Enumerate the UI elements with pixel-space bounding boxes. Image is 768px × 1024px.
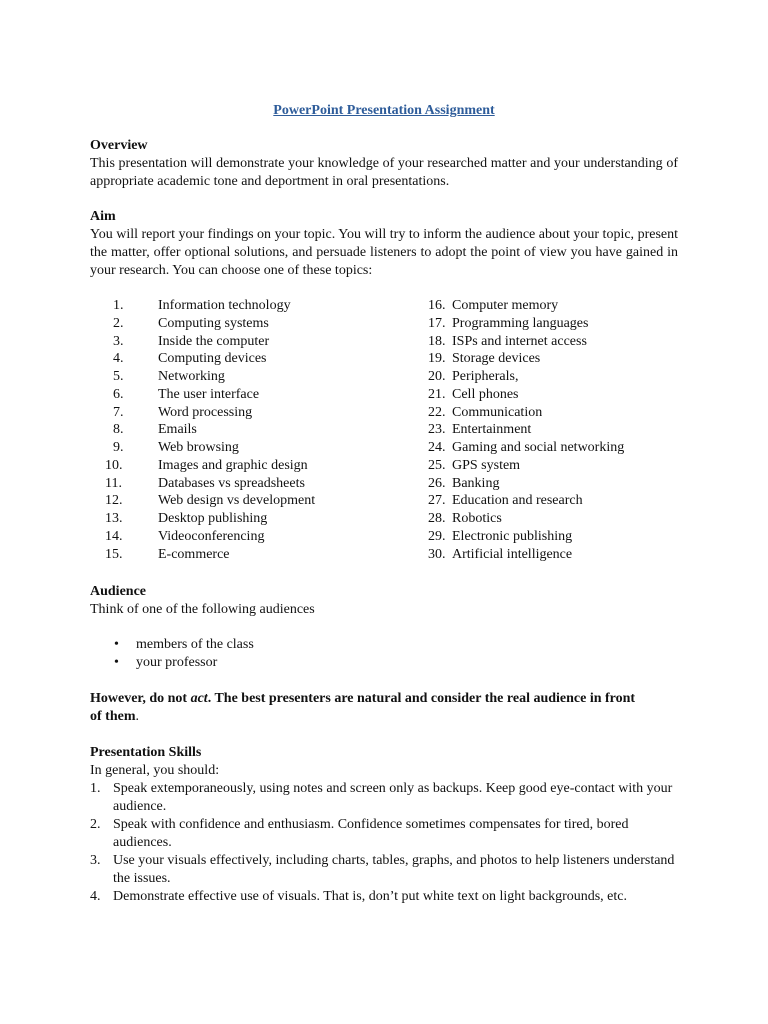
topic-number: 16. <box>428 298 446 313</box>
topic-label: Desktop publishing <box>158 511 268 526</box>
topic-number: 29. <box>428 528 446 544</box>
warning-text-start: However, do not <box>90 691 191 706</box>
topic-label: E-commerce <box>158 546 230 562</box>
topic-number: 4. <box>113 351 124 367</box>
topic-number: 13. <box>105 511 123 526</box>
topic-label: Storage devices <box>452 351 541 367</box>
skill-text: Demonstrate effective use of visuals. That is, don’t put white text on light backgrounds, etc. <box>113 889 628 904</box>
bullet-icon: • <box>114 655 119 670</box>
topic-number: 5. <box>113 369 124 384</box>
topic-label: Networking <box>158 369 225 384</box>
topic-number: 23. <box>428 422 446 438</box>
aim-section <box>90 208 678 280</box>
list-item <box>428 333 624 351</box>
topic-number: 1. <box>113 298 124 313</box>
topic-number: 6. <box>113 386 124 402</box>
topic-label: Banking <box>452 475 500 491</box>
topic-label: Gaming and social networking <box>452 440 625 455</box>
list-item <box>113 421 315 439</box>
list-item <box>90 816 680 852</box>
warning-note <box>90 690 650 726</box>
list-item <box>428 492 624 510</box>
topic-label: Images and graphic design <box>158 457 308 473</box>
list-item <box>105 492 316 510</box>
skill-text: Speak extemporaneously, using notes and screen only as backups. Keep good eye-contact with your audience. <box>113 781 673 814</box>
list-item <box>90 780 680 816</box>
topic-label: Emails <box>158 422 197 438</box>
list-item <box>428 457 624 475</box>
audience-section <box>90 583 678 619</box>
topic-number: 2. <box>113 315 124 331</box>
warning-emphasis: act <box>190 691 208 706</box>
topic-label: Peripherals, <box>452 369 519 384</box>
list-item <box>113 368 315 386</box>
topic-label: Computing systems <box>158 315 269 331</box>
list-item <box>113 439 315 457</box>
skills-list <box>90 780 680 906</box>
topic-number: 28. <box>428 511 446 526</box>
topic-number: 21. <box>428 386 446 402</box>
list-item <box>428 421 624 439</box>
topic-label: Programming languages <box>452 315 589 331</box>
topic-number: 3. <box>113 333 124 349</box>
list-item <box>428 439 624 457</box>
skills-intro: In general, you should: <box>90 763 220 778</box>
list-item <box>90 852 680 888</box>
topic-label: Web browsing <box>158 440 239 455</box>
bullet-icon: • <box>114 637 119 652</box>
list-item <box>90 888 680 906</box>
topics-right-column <box>428 297 624 563</box>
skill-number: 1. <box>90 781 101 796</box>
topic-number: 27. <box>428 493 446 509</box>
topic-label: Web design vs development <box>158 493 316 509</box>
list-item <box>90 636 254 654</box>
topic-number: 25. <box>428 457 446 473</box>
topic-number: 24. <box>428 440 446 455</box>
topic-number: 30. <box>428 546 446 562</box>
overview-text: This presentation will demonstrate your knowledge of your researched matter and your understanding of appropriate academic tone and deportment in oral presentations. <box>90 156 678 189</box>
topic-number: 8. <box>113 422 124 438</box>
topic-label: Information technology <box>158 298 291 313</box>
list-item <box>113 350 315 368</box>
list-item <box>113 297 315 315</box>
topic-number: 15. <box>105 546 123 562</box>
warning-text-rest: . The best presenters are natural and consider the real audience in front of them <box>90 691 636 724</box>
topic-label: Computer memory <box>452 298 559 313</box>
topic-number: 19. <box>428 351 446 367</box>
overview-heading: Overview <box>90 138 148 153</box>
list-item <box>113 404 315 422</box>
topic-number: 26. <box>428 475 446 491</box>
topic-label: Communication <box>452 404 543 420</box>
topic-label: Inside the computer <box>158 333 270 349</box>
skill-text: Speak with confidence and enthusiasm. Confidence sometimes compensates for tired, bored audiences. <box>113 817 629 850</box>
topic-number: 7. <box>113 404 124 420</box>
topic-number: 18. <box>428 333 446 349</box>
list-item <box>105 546 315 564</box>
skill-number: 3. <box>90 853 101 868</box>
topic-number: 11. <box>105 475 122 491</box>
topic-number: 9. <box>113 440 124 455</box>
list-item <box>105 475 315 493</box>
topic-label: Cell phones <box>452 386 519 402</box>
topic-number: 17. <box>428 315 446 331</box>
overview-section <box>90 137 678 191</box>
list-item <box>428 297 624 315</box>
document-title: PowerPoint Presentation Assignment <box>273 103 495 118</box>
topic-label: The user interface <box>158 386 260 402</box>
topic-number: 10. <box>105 457 123 473</box>
audience-list <box>90 636 254 672</box>
topic-number: 20. <box>428 369 446 384</box>
list-item <box>428 475 624 493</box>
skill-text: Use your visuals effectively, including charts, tables, graphs, and photos to help listeners understand the issues. <box>113 853 675 886</box>
list-item <box>428 315 624 333</box>
topic-number: 12. <box>105 493 123 509</box>
topic-label: Education and research <box>452 493 583 509</box>
topic-label: Computing devices <box>158 351 267 367</box>
topic-number: 22. <box>428 404 446 420</box>
list-item <box>113 386 315 404</box>
list-item <box>113 315 315 333</box>
list-item <box>105 528 315 546</box>
skills-heading: Presentation Skills <box>90 745 202 760</box>
audience-heading: Audience <box>90 584 146 599</box>
topic-label: Electronic publishing <box>452 528 573 544</box>
topic-label: GPS system <box>452 457 521 473</box>
aim-text: You will report your findings on your topic. You will try to inform the audience about your topic, present the matter, offer optional solutions, and persuade listeners to adopt the point of view you have gained in your research. You can choose one of these topics: <box>90 227 678 278</box>
list-item <box>428 386 624 404</box>
skill-number: 4. <box>90 889 101 904</box>
skills-section <box>90 744 678 780</box>
topic-number: 14. <box>105 528 123 544</box>
topic-label: ISPs and internet access <box>452 333 587 349</box>
list-item <box>428 350 624 368</box>
list-item <box>428 546 624 564</box>
skill-number: 2. <box>90 817 101 832</box>
topic-label: Databases vs spreadsheets <box>158 475 305 491</box>
list-item <box>90 654 254 672</box>
list-item <box>428 510 624 528</box>
audience-intro: Think of one of the following audiences <box>90 602 315 617</box>
topics-left-column <box>105 297 316 563</box>
topic-label: Word processing <box>158 404 253 420</box>
list-item <box>428 404 624 422</box>
list-item <box>105 457 315 475</box>
audience-item-label: members of the class <box>136 637 254 652</box>
topic-label: Entertainment <box>452 422 532 438</box>
aim-heading: Aim <box>90 209 116 224</box>
topic-label: Artificial intelligence <box>452 546 573 562</box>
list-item <box>113 333 315 351</box>
list-item <box>105 510 315 528</box>
topic-label: Robotics <box>452 511 502 526</box>
list-item <box>428 528 624 546</box>
list-item <box>428 368 624 386</box>
audience-item-label: your professor <box>136 655 218 670</box>
warning-period: . <box>135 709 139 724</box>
topic-label: Videoconferencing <box>158 528 265 544</box>
